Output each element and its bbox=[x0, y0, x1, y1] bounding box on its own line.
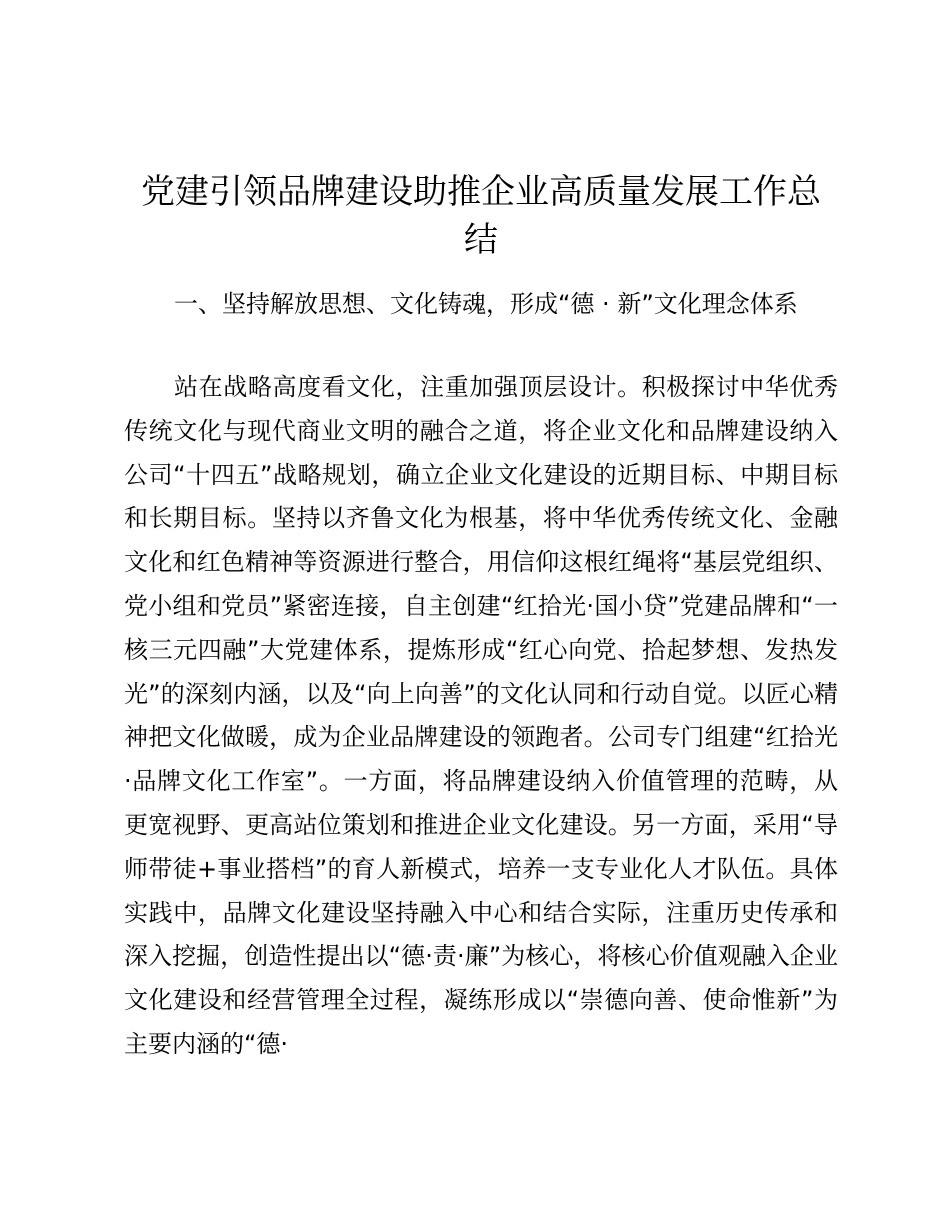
body-paragraph: 站在战略高度看文化，注重加强顶层设计。积极探讨中华优秀传统文化与现代商业文明的融合之道，将企业文化和品牌建设纳入公司“十四五”战略规划，确立企业文化建设的近期目标、中期目标和长期目标。坚持以齐鲁文化为根基，将中华优秀传统文化、金融文化和红色精神等资源进行整合，用信仰这根红绳将“基层党组织、党小组和党员”紧密连接，自主创建“红拾光·国小贷”党建品牌和“一核三元四融”大党建体系，提炼形成“红心向党、拾起梦想、发热发光”的深刻内涵，以及“向上向善”的文化认同和行动自觉。以匠心精神把文化做暖，成为企业品牌建设的领跑者。公司专门组建“红拾光·品牌文化工作室”。一方面，将品牌建设纳入价值管理的范畴，从更宽视野、更高站位策划和推进企业文化建设。另一方面，采用“导师带徒+事业搭档”的育人新模式，培养一支专业化人才队伍。具体实践中，品牌文化建设坚持融入中心和结合实际，注重历史传承和深入挖掘，创造性提出以“德·责·廉”为核心，将核心价值观融入企业文化建设和经营管理全过程，凝练形成以“崇德向善、使命惟新”为主要内涵的“德· bbox=[124, 373, 838, 1058]
section-heading: 一、坚持解放思想、文化铸魂，形成“德 · 新”文化理念体系 bbox=[174, 290, 798, 318]
document-title: 党建引领品牌建设助推企业高质量发展工作总结 bbox=[141, 172, 821, 260]
